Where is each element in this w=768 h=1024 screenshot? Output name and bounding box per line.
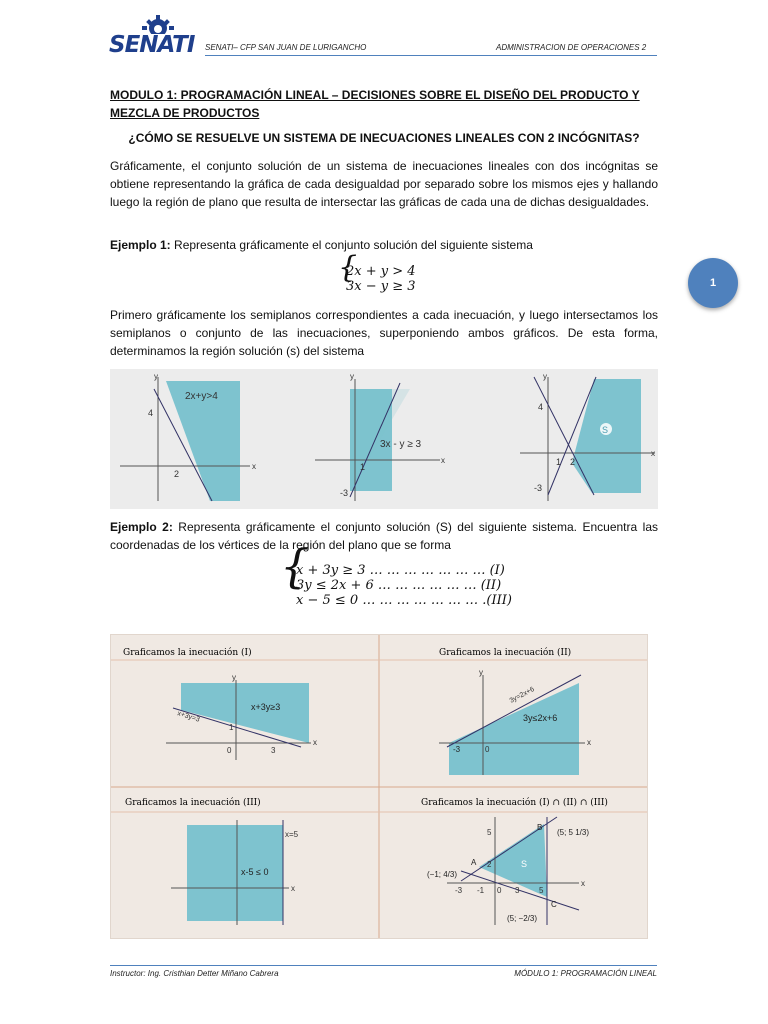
- footer-right: MÓDULO 1: PROGRAMACIÓN LINEAL: [514, 969, 657, 978]
- cell3-title: Graficamos la inecuación (III): [125, 798, 261, 808]
- footer-left: Instructor: Ing. Cristhian Detter Miñano Cabrera: [110, 969, 279, 978]
- paragraph-method: Primero gráficamente los semiplanos correspondientes a cada inecuación, y luego intersectamos los semiplanos o conjunto de las inecuaciones, superponiendo ambos gráficos. De esta forma, determinamos la región solución (s) del sistema: [110, 308, 658, 358]
- page-title: MODULO 1: PROGRAMACIÓN LINEAL – DECISIONES SOBRE EL DISEÑO DEL PRODUCTO Y MEZCLA DE PRODUCTOS: [110, 88, 640, 120]
- panel3-tick-1: 1: [556, 457, 562, 467]
- system2-eq2: 3y ≤ 2x + 6 … … … … … … (II): [296, 578, 502, 593]
- panel3-x: x: [651, 449, 655, 458]
- footer-divider: [110, 965, 657, 966]
- cell2-x: x: [587, 738, 591, 747]
- panel1-y: y: [154, 372, 158, 381]
- system2-eq1: x + 3y ≥ 3 … … … … … … … (I): [296, 563, 505, 578]
- system1: [338, 250, 416, 294]
- example2-label: Ejemplo 2:: [110, 520, 173, 534]
- example1-line: [110, 238, 533, 252]
- cell4-tick-0: 0: [497, 886, 502, 895]
- annot-a: (−1; 4/3): [427, 870, 458, 879]
- cell2-region-label: 3y≤2x+6: [523, 713, 558, 723]
- point-a: A: [471, 858, 477, 867]
- panel1-tick-2: 2: [174, 469, 180, 479]
- annot-b: (5; 5 1/3): [557, 828, 590, 837]
- panel3-label: S: [602, 425, 609, 435]
- system1-eq1: 2x + y > 4: [346, 264, 416, 279]
- cell4-tick-2: 2: [487, 860, 492, 869]
- system2-eq3: x − 5 ≤ 0 … … … … … … … .(III): [296, 593, 512, 608]
- figure1-svg: [110, 369, 658, 509]
- region-s: [572, 379, 641, 493]
- cell4-tick-m1: -1: [477, 886, 485, 895]
- cell1-line-label: x+3y=3: [176, 710, 201, 724]
- example1-label: Ejemplo 1:: [110, 238, 171, 252]
- header-right: ADMINISTRACION DE OPERACIONES 2: [496, 43, 647, 52]
- cell3-region-label: x-5 ≤ 0: [241, 867, 269, 877]
- cell3-x: x: [291, 884, 295, 893]
- panel3-tick-2: 2: [570, 457, 576, 467]
- cell2-line-label: 3y=2x+6: [508, 685, 536, 705]
- panel2-label: 3x - y ≥ 3: [380, 439, 422, 450]
- cell2-y: y: [479, 668, 483, 677]
- page-number-badge: 1: [688, 258, 738, 308]
- header-divider: [205, 55, 657, 56]
- cell4-tick-m3: -3: [455, 886, 463, 895]
- cell4-region-label: S: [521, 859, 528, 869]
- cell4-tick-5y: 5: [487, 828, 492, 837]
- system1-eq2: 3x − y ≥ 3: [346, 279, 416, 294]
- cell4-x: x: [581, 879, 585, 888]
- paragraph-intro: Gráficamente, el conjunto solución de un sistema de inecuaciones lineales con dos incógnitas se obtiene representando la gráfica de cada desigualdad por separado sobre los mismos ejes y hallando luego la región de plano que resulta de intersectar las gráficas de cada una de dichas desigualdades.: [110, 159, 658, 209]
- figure1-graphs: [110, 369, 658, 509]
- cell2-tick-m3: -3: [453, 745, 461, 754]
- example1-text: Representa gráficamente el conjunto solución del siguiente sistema: [170, 238, 533, 252]
- cell4-tick-3: 3: [515, 886, 520, 895]
- system2: [280, 539, 512, 608]
- brace-icon: {: [338, 250, 358, 285]
- panel2-y: y: [350, 372, 354, 381]
- panel2-tick-1: 1: [360, 462, 366, 472]
- example2-line: [110, 518, 658, 554]
- brace-icon: {: [280, 539, 310, 593]
- cell1-x: x: [313, 738, 317, 747]
- panel1-label: 2x+y>4: [185, 391, 218, 402]
- cell1-tick-3: 3: [271, 746, 276, 755]
- annot-c: (5; −2/3): [507, 914, 538, 923]
- panel1-x: x: [252, 462, 256, 471]
- cell2-title: Graficamos la inecuación (II): [439, 648, 572, 658]
- figure1-panel2: [315, 372, 445, 501]
- figure1-panel1: [120, 372, 256, 501]
- example2-text: Representa gráficamente el conjunto solución (S) del siguiente sistema. Encuentra las coordenadas de los vértices de la región del plano que se forma: [110, 520, 658, 552]
- figure1-panel3: [520, 372, 655, 501]
- panel3-tick-4: 4: [538, 402, 544, 412]
- figure2-grid: [110, 634, 648, 939]
- point-b: B: [537, 823, 543, 832]
- section-subtitle: ¿CÓMO SE RESUELVE UN SISTEMA DE INECUACIONES LINEALES CON 2 INCÓGNITAS?: [128, 131, 640, 145]
- panel2-x: x: [441, 456, 445, 465]
- logo-text: SENATI: [109, 32, 195, 58]
- cell1-region: [181, 683, 309, 743]
- cell4-tick-5x: 5: [539, 886, 544, 895]
- panel3-y: y: [543, 372, 547, 381]
- cell1-tick-1: 1: [229, 723, 234, 732]
- cell1-tick-0: 0: [227, 746, 232, 755]
- panel2-tick-m3: -3: [340, 488, 349, 498]
- panel1-tick-4: 4: [148, 408, 154, 418]
- point-c: C: [551, 900, 557, 909]
- cell1-title: Graficamos la inecuación (I): [123, 648, 252, 658]
- cell3-region: [187, 825, 283, 921]
- cell1-y: y: [232, 673, 236, 682]
- cell3-line-label: x=5: [285, 830, 299, 839]
- header-left: SENATI– CFP SAN JUAN DE LURIGANCHO: [205, 43, 367, 52]
- cell4-title: Graficamos la inecuación (I) ∩ (II) ∩ (III): [421, 798, 608, 808]
- cell2-tick-0: 0: [485, 745, 490, 754]
- cell1-region-label: x+3y≥3: [251, 702, 281, 712]
- panel3-tick-m3: -3: [534, 483, 543, 493]
- figure2-svg: [111, 635, 647, 938]
- senati-logo: [109, 14, 209, 56]
